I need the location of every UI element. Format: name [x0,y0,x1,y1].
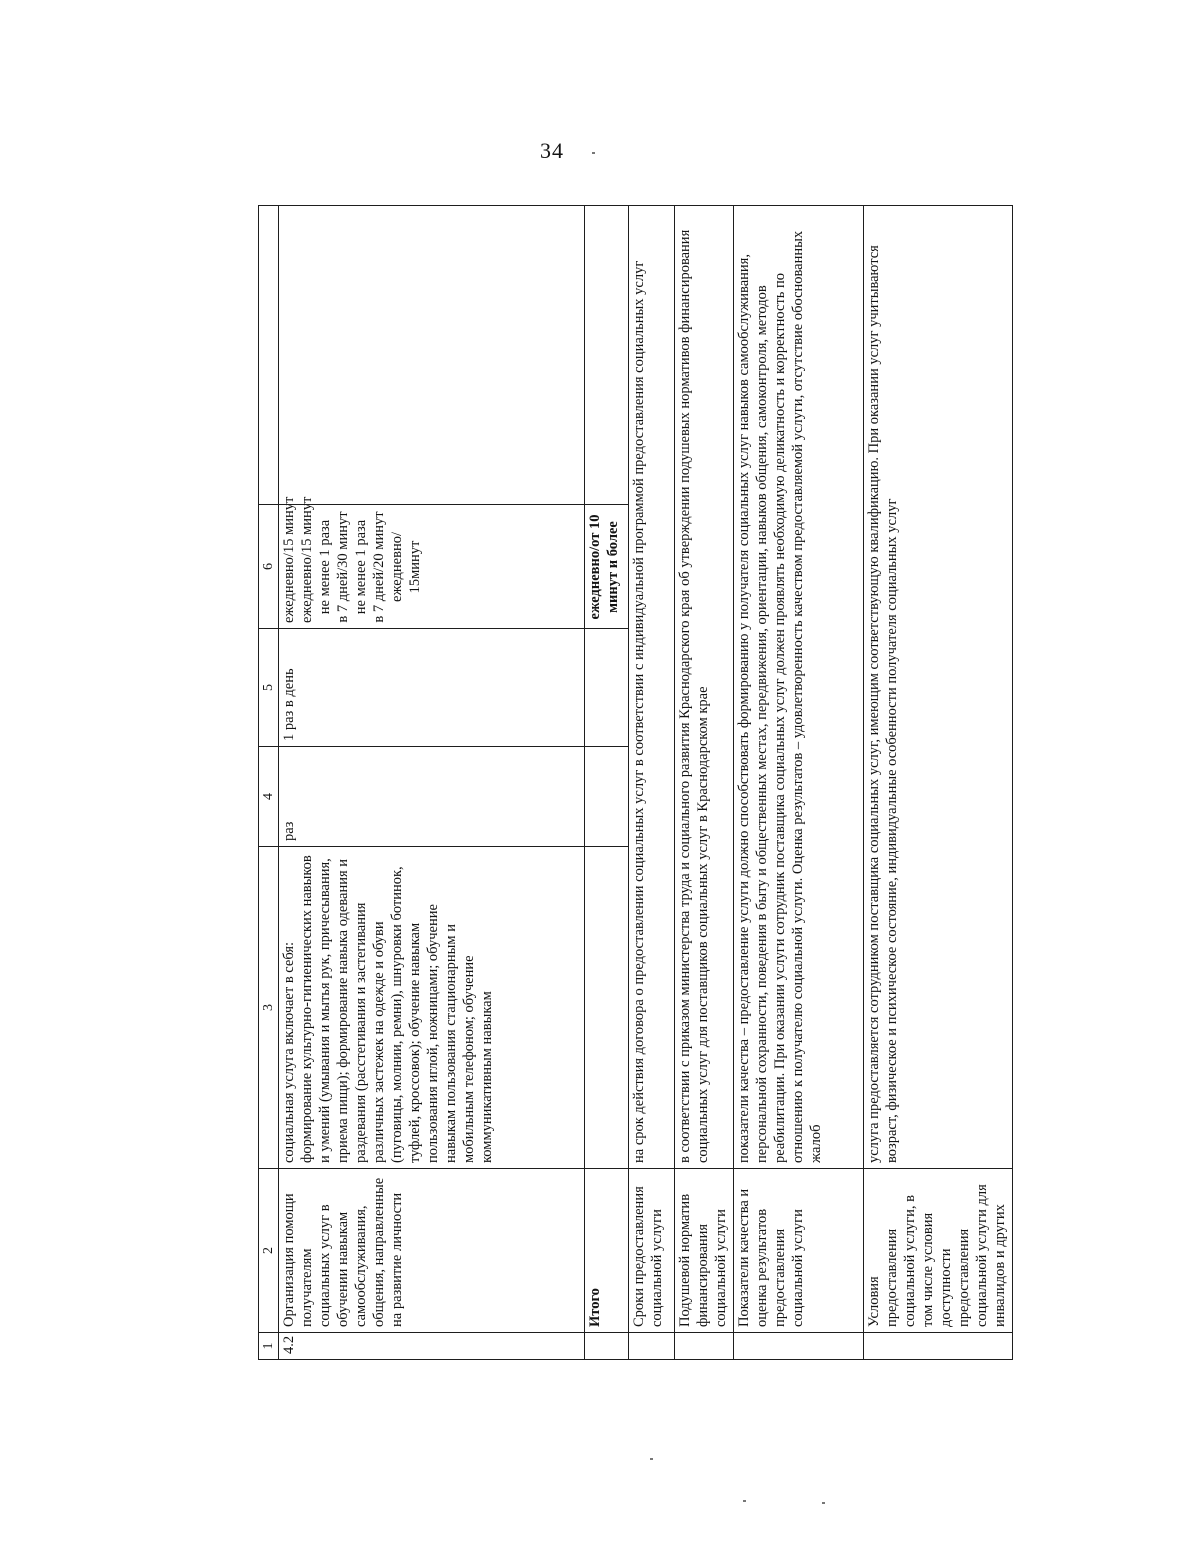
service-frequency: 1 раз в день [279,629,585,747]
normative-text: в соответствии с приказом министерства труда и социального развития Краснодарского края об утверждении подушевых нормативов финансирования социальных услуг для поставщиков социальных услуг в Краснодарском крае [675,206,734,1169]
duration-line: 15минут [407,540,424,594]
terms-spacer [629,1333,675,1360]
duration-line: в 7 дней/20 минут [371,511,388,623]
quality-text: показатели качества – предоставление услуги должно способствовать формированию у получателя социальных услуг навыков самообслуживания, персональной сохранности, поведения в быту и общественных местах, передвижения, ориентации, навыков общения, самоконтроля, методов реабилитации. При оказании услуги сотрудник поставщика социальных услуг должен проявлять необходимую деликатность и корректность по отношению к получателю социальной услуги. Оценка результатов – удовлетворенность качеством предоставляемой услуги, отсутствие обоснованных жалоб [734,206,864,1169]
header-cell-5: 5 [259,629,279,747]
quality-spacer [734,1333,864,1360]
header-cell-1: 1 [259,1333,279,1360]
total-row [585,206,629,1360]
conditions-label: Условия предоставления социальной услуги, в том числе условия доступности предоставления социальной услуги для инвалидов и других [864,1169,1013,1333]
normative-spacer [675,1333,734,1360]
duration-line: ежедневно/ [389,532,406,602]
total-value: ежедневно/от 10 минут и более [585,505,629,629]
normative-label: Подушевой норматив финансирования социальной услуги [675,1169,734,1333]
service-row [279,206,585,1360]
service-blank-cell [279,206,585,505]
header-cell-4: 4 [259,747,279,847]
total-label: Итого [585,1169,629,1333]
total-blank-cell [585,206,629,505]
service-name: Организация помощи получателям социальных услуг в обучении навыкам самообслуживания, общения, направленные на развитие личности [279,1169,585,1333]
terms-row [629,206,675,1360]
quality-row [734,206,864,1360]
duration-line: ежедневно/15 минут [281,496,298,623]
total-empty-3 [585,847,629,1169]
duration-line: не менее 1 раза [317,519,334,615]
scan-speck [743,1500,746,1502]
header-cell-2: 2 [259,1169,279,1333]
service-table [258,205,1013,1360]
total-spacer [585,1333,629,1360]
duration-line: ежедневно/15 минут [299,496,316,623]
total-empty-5 [585,629,629,747]
normative-row [675,206,734,1360]
header-cell-blank [259,206,279,505]
conditions-spacer [864,1333,1013,1360]
rotated-table-wrapper [258,205,1009,1360]
header-cell-3: 3 [259,847,279,1169]
conditions-text: услуга предоставляется сотрудником поставщика социальных услуг, имеющим соответствующую квалификацию. При оказании услуг учитываются возраст, физическое и психическое состояние, индивидуальные особенности получателя социальных услуг [864,206,1013,1169]
header-row [259,206,279,1360]
terms-label: Сроки предоставления социальной услуги [629,1169,675,1333]
service-unit: раз [279,747,585,847]
quality-label: Показатели качества и оценка результатов предоставления социальной услуги [734,1169,864,1333]
duration-line: не менее 1 раза [353,519,370,615]
total-empty-4 [585,747,629,847]
terms-text: на срок действия договора о предоставлении социальных услуг в соответствии с индивидуальной программой предоставления социальных услуг [629,206,675,1169]
conditions-row [864,206,1013,1360]
service-duration [279,496,585,629]
scan-speck [822,1502,825,1504]
header-cell-6: 6 [259,505,279,629]
service-description: социальная услуга включает в себя: формирование культурно-гигиенических навыков и умений (умывания и мытья рук, причесывания, приема пищи); формирование навыка одевания и раздевания (расстегивания и застегивания различных застежек на одежде и обуви (пуговицы, молнии, ремни), шнуровки ботинок, туфлей, кроссовок); обучение навыкам пользования иглой, ножницами; обучение навыкам пользования стационарным и мобильным телефоном; обучение коммуникативным навыкам [279,847,585,1169]
duration-line: в 7 дней/30 минут [335,511,352,623]
scan-speck [592,152,595,154]
page-number: 34 [540,138,564,163]
scan-speck [650,1458,653,1460]
service-number: 4.2 [279,1333,585,1360]
